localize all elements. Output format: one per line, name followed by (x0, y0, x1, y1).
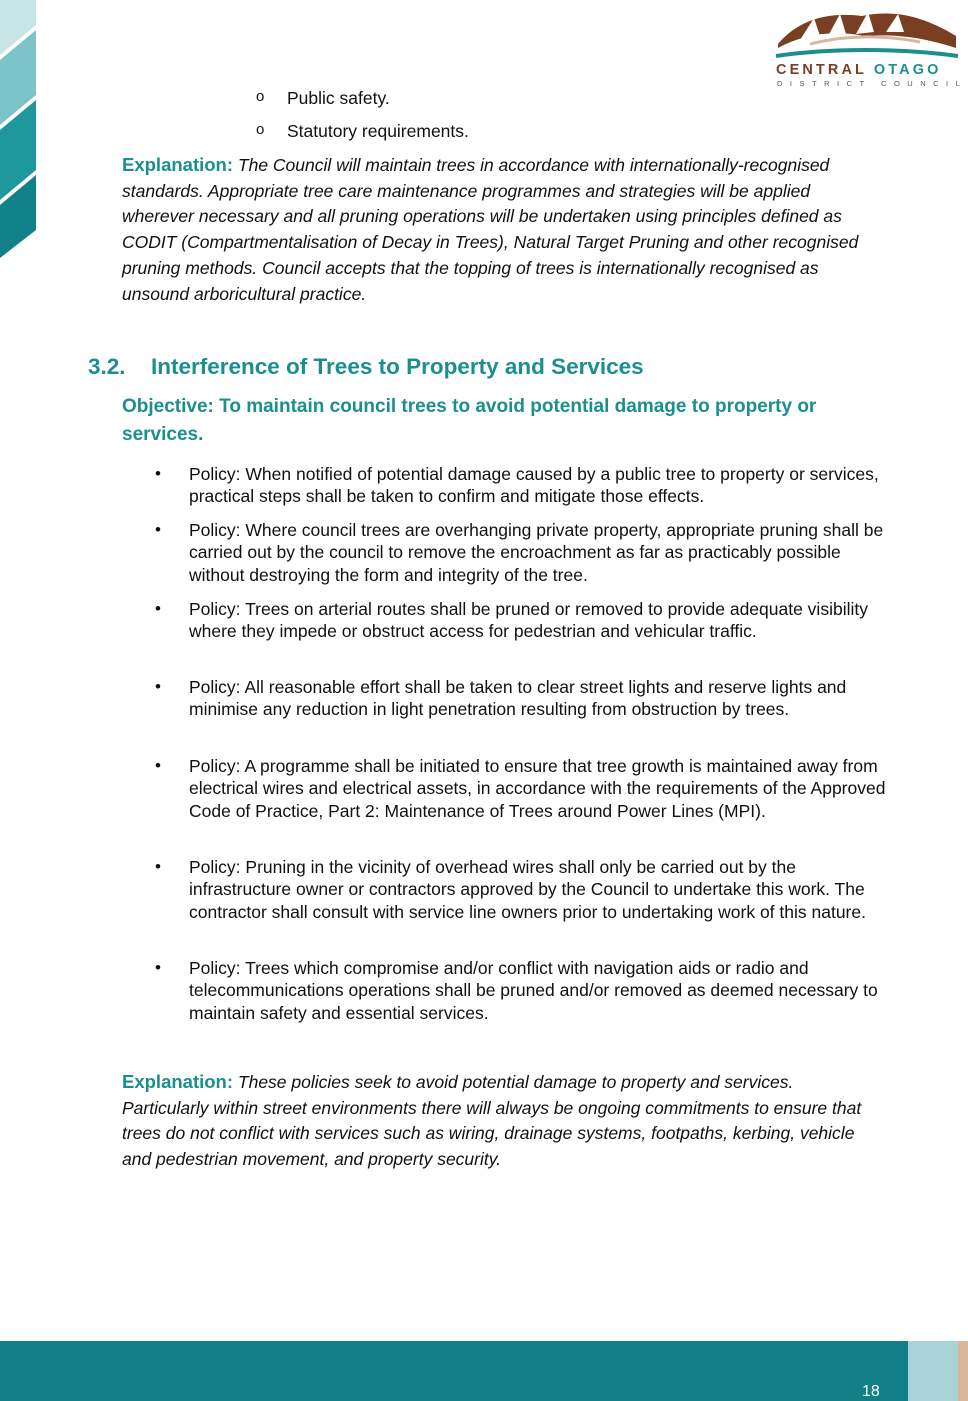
sub-bullet-text: Statutory requirements. (287, 121, 469, 141)
policy-text: Policy: A programme shall be initiated to ensure that tree growth is maintained away from electrical wires and electrical assets, in accordance with the requirements of the Approved Code of Practice, Part 2: Maintenance of Trees around Power Lines (MPI). (189, 756, 886, 821)
bullet-marker: • (155, 677, 161, 696)
footer-accent-light (908, 1341, 958, 1401)
bullet-marker: • (155, 756, 161, 775)
explanation-text: These policies seek to avoid potential damage to property and services. Particularly within street environments there will always be ongoing commitments to ensure that trees do not conflict with services such as wiring, drainage systems, footpaths, kerbing, vehicle and pedestrian movement, and property security. (122, 1072, 862, 1170)
bullet-marker: • (155, 520, 161, 539)
logo-subtitle: DISTRICT COUNCIL (777, 79, 968, 88)
logo-name (776, 62, 941, 78)
policy-text: Policy: Trees on arterial routes shall be pruned or removed to provide adequate visibility where they impede or obstruct access for pedestrian and vehicular traffic. (189, 599, 868, 642)
bullet-marker: • (155, 599, 161, 618)
policy-text: Policy: Where council trees are overhanging private property, appropriate pruning shall be carried out by the council to remove the encroachment as far as practicably possible without destroying the form and integrity of the tree. (189, 520, 884, 585)
explanation-paragraph (122, 152, 882, 307)
page-number: 18 (862, 1383, 880, 1400)
sub-bullet-text: Public safety. (287, 88, 390, 108)
policy-text: Policy: All reasonable effort shall be taken to clear street lights and reserve lights and minimise any reduction in light penetration resulting from obstruction by trees. (189, 677, 847, 720)
left-decorative-stripes (0, 0, 40, 260)
logo-word-central: CENTRAL (776, 62, 867, 78)
section-number: 3.2. (88, 354, 126, 379)
explanation-lead: Explanation: (122, 154, 234, 175)
objective-text: Objective: To maintain council trees to avoid potential damage to property or services. (122, 396, 817, 445)
explanation-lead: Explanation: (122, 1071, 234, 1092)
bullet-marker: • (155, 958, 161, 977)
policy-text: Policy: Pruning in the vicinity of overhead wires shall only be carried out by the infrastructure owner or contractors approved by the Council to undertake this work. The contractor shall consult with service line owners prior to undertaking work of this nature. (189, 857, 866, 922)
logo-word-otago: OTAGO (873, 62, 942, 78)
section-heading (88, 354, 644, 380)
section-title: Interference of Trees to Property and Services (151, 354, 644, 379)
policy-text: Policy: Trees which compromise and/or conflict with navigation aids or radio and telecommunications operations shall be pruned and/or removed as deemed necessary to maintain safety and essential services. (189, 958, 878, 1023)
sub-bullet-marker: o (256, 88, 265, 105)
explanation-text: The Council will maintain trees in accordance with internationally-recognised standards. Appropriate tree care maintenance programmes and strategies will be applied wherever necessary and all pruning operations will be undertaken using principles defined as CODIT (Compartmentalisation of Decay in Trees), Natural Target Pruning and other recognised pruning methods. Council accepts that the topping of trees is internationally recognised as unsound arboricultural practice. (122, 155, 859, 304)
policy-text: Policy: When notified of potential damage caused by a public tree to property or services, practical steps shall be taken to confirm and mitigate those effects. (189, 464, 879, 507)
footer-bar (0, 1341, 908, 1401)
footer-accent-tan (958, 1341, 968, 1401)
sub-bullet-marker: o (256, 121, 265, 138)
explanation-paragraph (122, 1069, 882, 1173)
bullet-marker: • (155, 464, 161, 483)
bullet-marker: • (155, 857, 161, 876)
